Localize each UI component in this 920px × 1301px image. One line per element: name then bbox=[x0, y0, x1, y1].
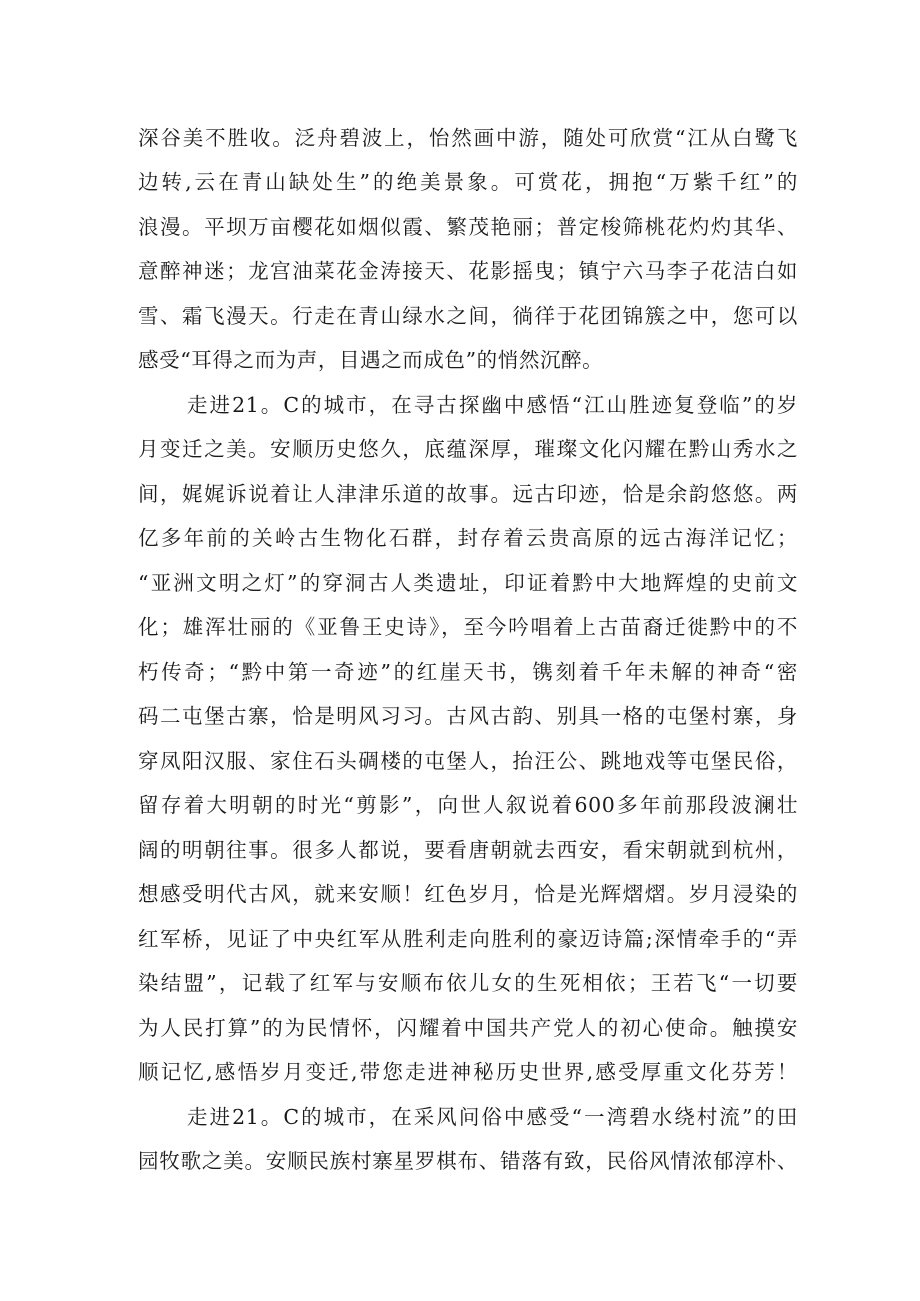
paragraph-line: 朽传奇；“黔中第一奇迹”的红崖天书，镌刻着千年未解的神奇“密 bbox=[138, 660, 798, 684]
paragraph-line: 红军桥，见证了中央红军从胜利走向胜利的豪迈诗篇;深情牵手的“弄 bbox=[138, 927, 798, 951]
paragraph-line: “亚洲文明之灯”的穿洞古人类遗址，印证着黔中大地辉煌的史前文 bbox=[138, 571, 798, 595]
paragraph-line: 阔的明朝往事。很多人都说，要看唐朝就去西安，看宋朝就到杭州， bbox=[138, 838, 798, 862]
paragraph-line: 雪、霜飞漫天。行走在青山绿水之间，徜徉于花团锦簇之中，您可以 bbox=[138, 304, 798, 328]
paragraph-line: 感受“耳得之而为声，目遇之而成色”的悄然沉醉。 bbox=[138, 348, 604, 372]
paragraph-line: 染结盟”，记载了红军与安顺布依儿女的生死相依；王若飞“一切要 bbox=[138, 971, 798, 995]
paragraph-line: 间，娓娓诉说着让人津津乐道的故事。远古印迹，恰是余韵悠悠。两 bbox=[138, 482, 798, 506]
paragraph-line: 走进21。C的城市，在采风问俗中感受“一湾碧水绕村流”的田 bbox=[187, 1105, 798, 1129]
paragraph-line: 想感受明代古风，就来安顺！红色岁月，恰是光辉熠熠。岁月浸染的 bbox=[138, 882, 798, 906]
paragraph-line: 为人民打算”的为民情怀，闪耀着中国共产党人的初心使命。触摸安 bbox=[138, 1016, 798, 1040]
paragraph-line: 码二屯堡古寨，恰是明风习习。古风古韵、别具一格的屯堡村寨，身 bbox=[138, 704, 798, 728]
paragraph-line: 浪漫。平坝万亩樱花如烟似霞、繁茂艳丽；普定梭筛桃花灼灼其华、 bbox=[138, 215, 798, 239]
paragraph-line: 深谷美不胜收。泛舟碧波上，怡然画中游，随处可欣赏“江从白鹭飞 bbox=[138, 126, 798, 150]
paragraph-line: 走进21。C的城市，在寻古探幽中感悟“江山胜迹复登临”的岁 bbox=[187, 393, 798, 417]
paragraph-line: 留存着大明朝的时光“剪影”，向世人叙说着600多年前那段波澜壮 bbox=[138, 793, 798, 817]
paragraph-line: 穿凤阳汉服、家住石头碉楼的屯堡人，抬汪公、跳地戏等屯堡民俗， bbox=[138, 749, 798, 773]
paragraph-line: 月变迁之美。安顺历史悠久，底蕴深厚，璀璨文化闪耀在黔山秀水之 bbox=[138, 437, 798, 461]
paragraph-line: 边转,云在青山缺处生”的绝美景象。可赏花，拥抱“万紫千红”的 bbox=[138, 170, 798, 194]
paragraph-line: 化；雄浑壮丽的《亚鲁王史诗》，至今吟唱着上古苗裔迁徙黔中的不 bbox=[138, 615, 798, 639]
paragraph-line: 顺记忆,感悟岁月变迁,带您走进神秘历史世界,感受厚重文化芬芳！ bbox=[138, 1060, 798, 1084]
paragraph-line: 亿多年前的关岭古生物化石群，封存着云贵高原的远古海洋记忆； bbox=[138, 526, 798, 550]
paragraph-line: 意醉神迷；龙宫油菜花金涛接天、花影摇曳；镇宁六马李子花洁白如 bbox=[138, 259, 798, 283]
paragraph-line: 园牧歌之美。安顺民族村寨星罗棋布、错落有致，民俗风情浓郁淳朴、 bbox=[138, 1149, 798, 1173]
